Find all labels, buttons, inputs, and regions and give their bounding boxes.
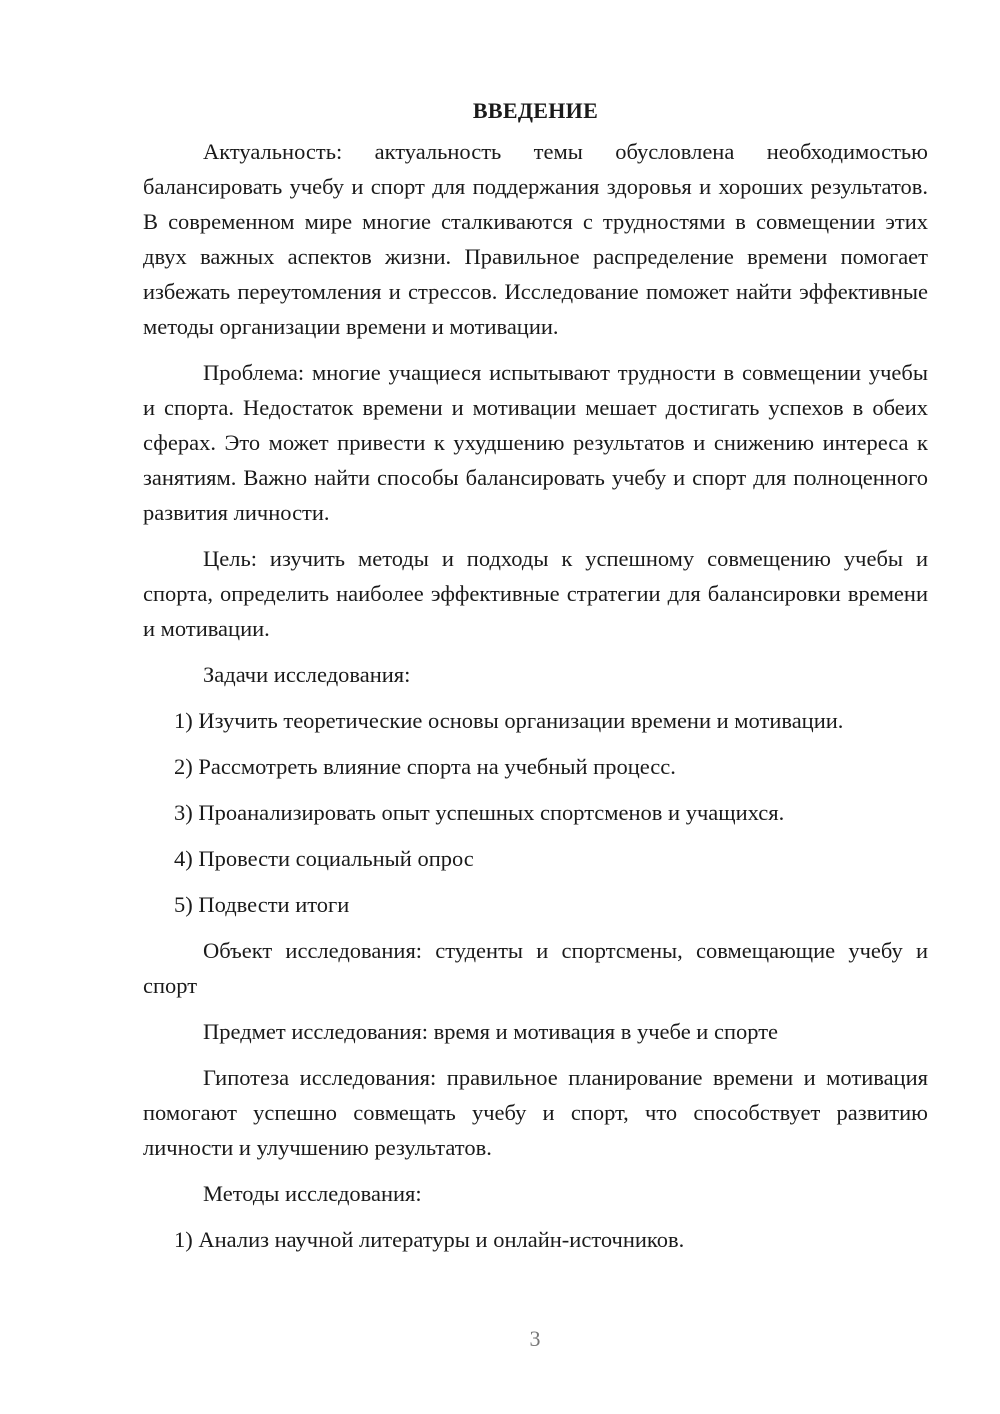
paragraph-relevance: Актуальность: актуальность темы обусловлена необходимостью балансировать учебу и спорт для поддержания здоровья и хороших результатов. В современном мире многие сталкиваются с трудностями в совмещении этих двух важных аспектов жизни. Правильное распределение времени помогает избежать переутомления и стрессов. Исследование поможет найти эффективные методы организации времени и мотивации. <box>143 139 928 339</box>
list-item: 2) Рассмотреть влияние спорта на учебный процесс. <box>174 754 676 779</box>
page-title: ВВЕДЕНИЕ <box>472 98 599 123</box>
paragraph-object: Объект исследования: студенты и спортсмены, совмещающие учебу и спорт <box>143 938 928 998</box>
paragraph-subject: Предмет исследования: время и мотивация в учебе и спорте <box>203 1019 779 1044</box>
paragraph-problem: Проблема: многие учащиеся испытывают трудности в совмещении учебы и спорта. Недостаток времени и мотивации мешает достигать успехов в обеих сферах. Это может привести к ухудшению результатов и снижению интереса к занятиям. Важно найти способы балансировать учебу и спорт для полноценного развития личности. <box>143 360 928 525</box>
list-item: 1) Анализ научной литературы и онлайн-источников. <box>174 1227 685 1252</box>
list-item: 1) Изучить теоретические основы организации времени и мотивации. <box>174 708 844 733</box>
list-item: 3) Проанализировать опыт успешных спортсменов и учащихся. <box>174 800 785 825</box>
methods-heading: Методы исследования: <box>203 1181 422 1206</box>
paragraph-goal: Цель: изучить методы и подходы к успешному совмещению учебы и спорта, определить наиболее эффективные стратегии для балансировки времени и мотивации. <box>143 546 928 641</box>
list-item: 5) Подвести итоги <box>174 892 350 917</box>
tasks-heading: Задачи исследования: <box>203 662 411 687</box>
page-number: 3 <box>529 1326 541 1351</box>
list-item: 4) Провести социальный опрос <box>174 846 474 871</box>
paragraph-hypothesis: Гипотеза исследования: правильное планирование времени и мотивация помогают успешно совмещать учебу и спорт, что способствует развитию личности и улучшению результатов. <box>143 1065 928 1160</box>
document-page <box>143 94 928 1268</box>
